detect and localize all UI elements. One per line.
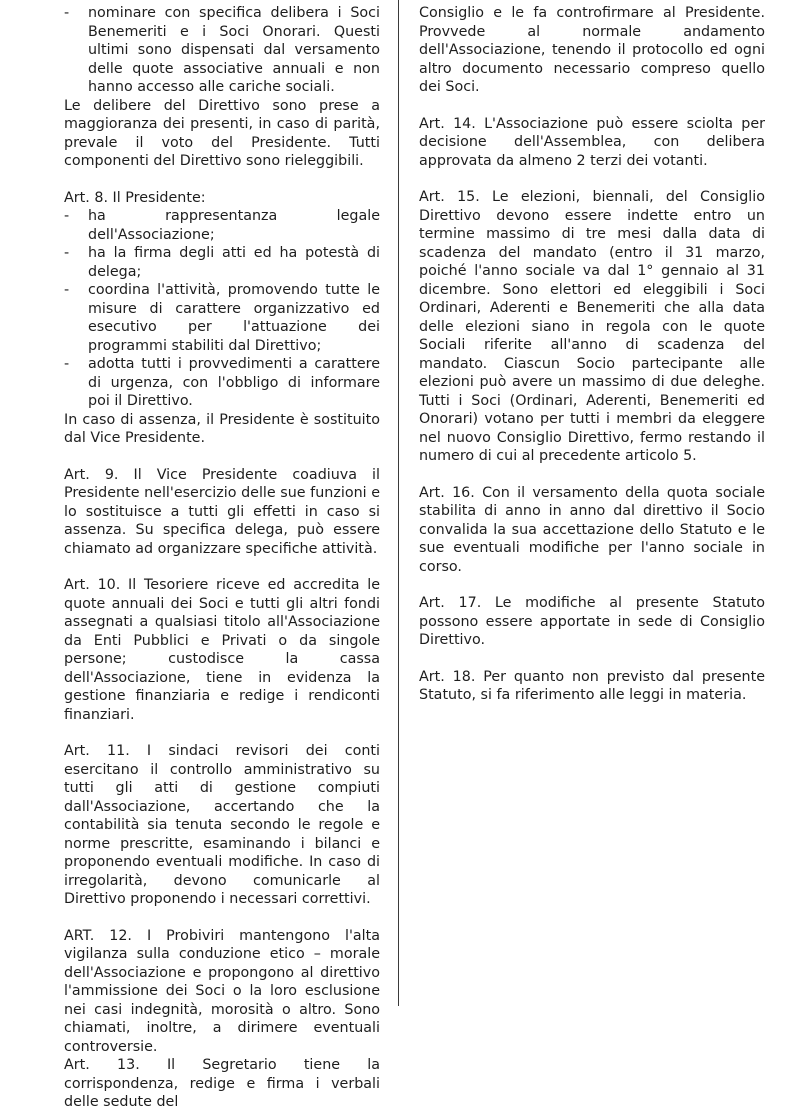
article-18: Art. 18. Per quanto non previsto dal presente Statuto, si fa riferimento alle leggi in materia.	[419, 668, 765, 703]
direttivo-paragraph: Le delibere del Direttivo sono prese a maggioranza dei presenti, in caso di parità, prevale il voto del Presidente. Tutti componenti del Direttivo sono rieleggibili.	[64, 97, 380, 169]
list-item: - ha rappresentanza legale dell'Associazione;	[64, 207, 380, 244]
article-13-continued: Consiglio e le fa controfirmare al Presidente. Provvede al normale andamento dell'Associazione, tenendo il protocollo ed ogni altro documento necessario compreso quello dei Soci.	[419, 5, 765, 95]
list-item: - nominare con specifica delibera i Soci Benemeriti e i Soci Onorari. Questi ultimi sono dispensati dal versamento delle quote associative annuali e non hanno accesso alle cariche sociali.	[64, 4, 380, 97]
list-item: - adotta tutti i provvedimenti a carattere di urgenza, con l'obbligo di informare poi il Direttivo.	[64, 355, 380, 411]
spacer	[419, 97, 765, 115]
column-divider	[398, 0, 399, 1006]
article-14: Art. 14. L'Associazione può essere sciolta per decisione dell'Assemblea, con delibera approvata da almeno 2 terzi dei votanti.	[419, 115, 765, 169]
article-9: Art. 9. Il Vice Presidente coadiuva il Presidente nell'esercizio delle sue funzioni e lo sostituisce a tutti gli effetti in caso si assenza. Su specifica delega, può essere chiamato ad organizzare specifiche attività.	[64, 466, 380, 557]
article-11: Art. 11. I sindaci revisori dei conti esercitano il controllo amministrativo su tutti gli atti di gestione compiuti dall'Associazione, accertando che la contabilità sia tenuta secondo le regole e norme prescritte, esaminando i bilanci e proponendo eventuali modifiche. In caso di irregolarità, devono comunicarle al Direttivo proponendo i necessari correttivi.	[64, 743, 380, 907]
list-item: - coordina l'attività, promovendo tutte le misure di carattere organizzativo ed esecutivo per l'attuazione dei programmi stabiliti dal Direttivo;	[64, 281, 380, 355]
article-8-closing: In caso di assenza, il Presidente è sostituito dal Vice Presidente.	[64, 411, 380, 446]
intro-list	[64, 4, 380, 97]
spacer	[419, 170, 765, 188]
article-8-heading: Art. 8. Il Presidente:	[64, 189, 206, 206]
spacer	[419, 466, 765, 484]
spacer	[419, 576, 765, 594]
article-16: Art. 16. Con il versamento della quota sociale stabilita di anno in anno dal direttivo il Socio convalida la sua accettazione dello Statuto e le sue eventuali modifiche per l'anno sociale in corso.	[419, 484, 765, 575]
article-12: ART. 12. I Probiviri mantengono l'alta vigilanza sulla conduzione etico – morale dell'Associazione e propongono al direttivo l'ammissione dei Soci o la loro esclusione nei casi indegnità, morosità o altro. Sono chiamati, inoltre, a dirimere eventuali controversie.	[64, 927, 380, 1055]
spacer	[64, 448, 380, 466]
spacer	[64, 558, 380, 576]
left-column	[64, 4, 380, 1112]
spacer	[419, 650, 765, 668]
article-8-list	[64, 207, 380, 411]
article-13-start: Art. 13. Il Segretario tiene la corrispondenza, redige e firma i verbali delle sedute del	[64, 1057, 380, 1110]
article-10: Art. 10. Il Tesoriere riceve ed accredita le quote annuali dei Soci e tutti gli altri fondi assegnati a qualsiasi titolo all'Associazione da Enti Pubblici e Privati o da singole persone; custodisce la cassa dell'Associazione, tiene in evidenza la gestione finanziaria e redige i rendiconti finanziari.	[64, 577, 380, 723]
spacer	[64, 724, 380, 742]
right-column	[419, 4, 765, 705]
list-item: - ha la firma degli atti ed ha potestà di delega;	[64, 244, 380, 281]
spacer	[64, 171, 380, 189]
spacer	[64, 909, 380, 927]
article-15: Art. 15. Le elezioni, biennali, del Consiglio Direttivo devono essere indette entro un termine massimo di tre mesi dalla data di scadenza del mandato (entro il 31 marzo, poiché l'anno sociale va dal 1° gennaio al 31 dicembre. Sono elettori ed eleggibili i Soci Ordinari, Aderenti e Benemeriti che alla data delle elezioni siano in regola con le quote Sociali riferite all'anno di scadenza del mandato. Ciascun Socio partecipante alle elezioni può avere un massimo di due deleghe. Tutti i Soci (Ordinari, Aderenti, Benemeriti ed Onorari) votano per tutti i membri da eleggere nel nuovo Consiglio Direttivo, fermo restando il numero di cui al precedente articolo 5.	[419, 189, 765, 464]
article-17: Art. 17. Le modifiche al presente Statuto possono essere apportate in sede di Consiglio Direttivo.	[419, 595, 765, 648]
